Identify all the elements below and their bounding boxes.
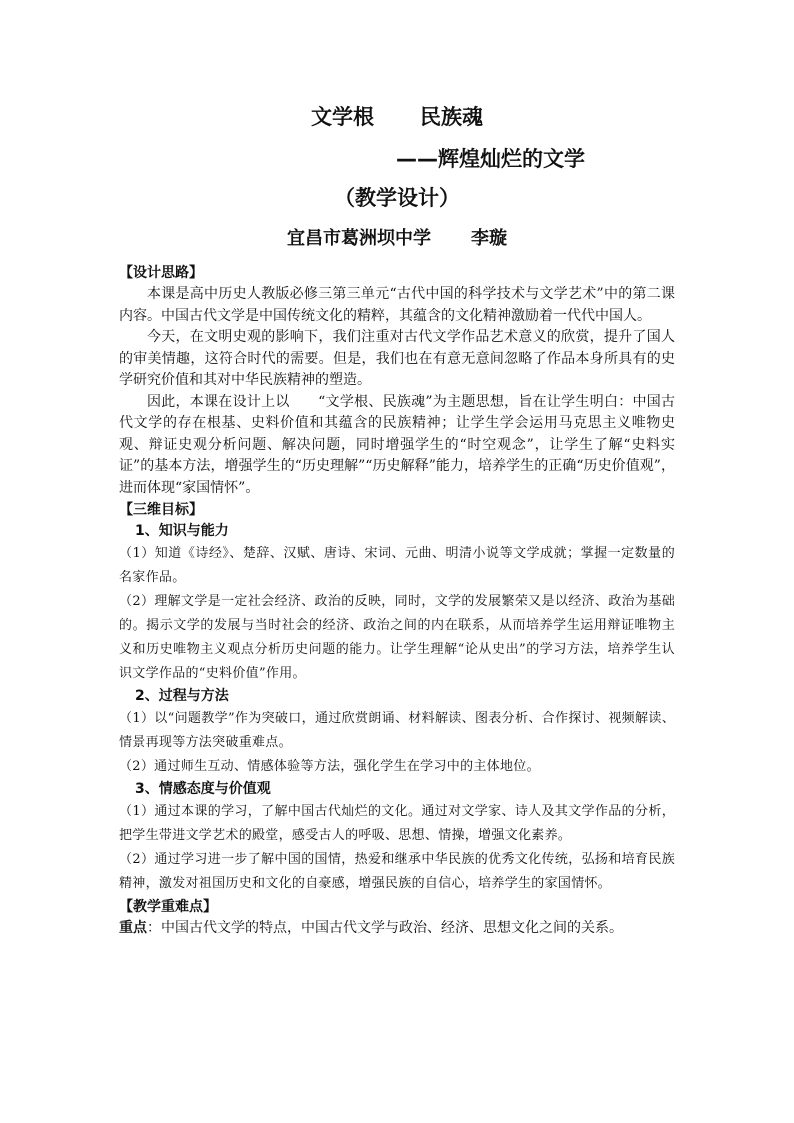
key-points-heading: 【教学重难点】 [119, 899, 217, 915]
school-name: 宜昌市葛洲坝中学 [287, 228, 431, 249]
values-item: （1）通过本课的学习，了解中国古代灿烂的文化。通过对文学家、诗人及其文学作品的分析，把学生带进文学艺术的殿堂，感受古人的呼吸、思想、情操，增强文化素养。 [119, 804, 675, 843]
key-points-text [119, 918, 675, 940]
knowledge-item: （2）理解文学是一定社会经济、政治的反映，同时，文学的发展繁荣又是以经济、政治为基础的。揭示文学的发展与当时社会的经济、政治之间的内在联系，从而培养学生运用辩证唯物主义和历史唯物主义观点分析历史问题的能力。让学生理解“论从史出”的学习方法，培养学生认识文学作品的“史料价值”作用。 [119, 594, 675, 681]
design-idea-heading: 【设计思路】 [119, 265, 203, 281]
design-idea-paragraph: 今天，在文明史观的影响下，我们注重对古代文学作品艺术意义的欣赏，提升了国人的审美情趣，这符合时代的需要。但是，我们也在有意无意间忽略了作品本身所具有的史学研究价值和其对中华民族精神的塑造。 [119, 329, 675, 388]
design-idea-paragraph: 本课是高中历史人教版必修三第三单元“古代中国的科学技术与文学艺术”中的第二课内容。中国古代文学是中国传统文化的精粹，其蕴含的文化精神激励着一代代中国人。 [119, 286, 675, 324]
document-kind: （教学设计） [334, 186, 460, 210]
author-name: 李璇 [471, 228, 507, 249]
subtitle: ——辉煌灿烂的文学 [396, 147, 585, 171]
goals-heading: 【三维目标】 [119, 502, 203, 518]
knowledge-item: （1）知道《诗经》、楚辞、汉赋、唐诗、宋词、元曲、明清小说等文学成就；掌握一定数量的名家作品。 [119, 546, 675, 585]
values-heading: 3、情感态度与价值观 [135, 781, 271, 797]
process-heading: 2、过程与方法 [135, 688, 229, 704]
key-content: ：中国古代文学的特点，中国古代文学与政治、经济、思想文化之间的关系。 [147, 920, 623, 936]
title-part2: 民族魂 [420, 105, 483, 129]
key-label: 重点 [119, 920, 147, 936]
title-part1: 文学根 [311, 105, 374, 129]
values-item: （2）通过学习进一步了解中国的国情，热爱和继承中华民族的优秀文化传统，弘扬和培育民族精神，激发对祖国历史和文化的自豪感，增强民族的自信心，培养学生的家国情怀。 [119, 852, 675, 891]
process-item: （1）以“问题教学”作为突破口，通过欣赏朗诵、材料解读、图表分析、合作探讨、视频解读、情景再现等方法突破重难点。 [119, 711, 675, 750]
document-page [119, 100, 675, 940]
author-line [119, 224, 675, 254]
knowledge-heading: 1、知识与能力 [135, 523, 229, 539]
title-main [119, 100, 675, 134]
process-item: （2）通过师生互动、情感体验等方法，强化学生在学习中的主体地位。 [119, 759, 540, 774]
design-idea-paragraph: 因此，本课在设计上以 “文学根、民族魂”为主题思想，旨在让学生明白：中国古代文学的存在根基、史料价值和其蕴含的民族精神；让学生学会运用马克思主义唯物史观、辩证史观分析问题、解决问题，同时增强学生的“时空观念”，让学生了解“史料实证”的基本方法，增强学生的“历史理解”“历史解释”能力，培养学生的正确“历史价值观”，进而体现“家国情怀”。 [119, 393, 675, 496]
